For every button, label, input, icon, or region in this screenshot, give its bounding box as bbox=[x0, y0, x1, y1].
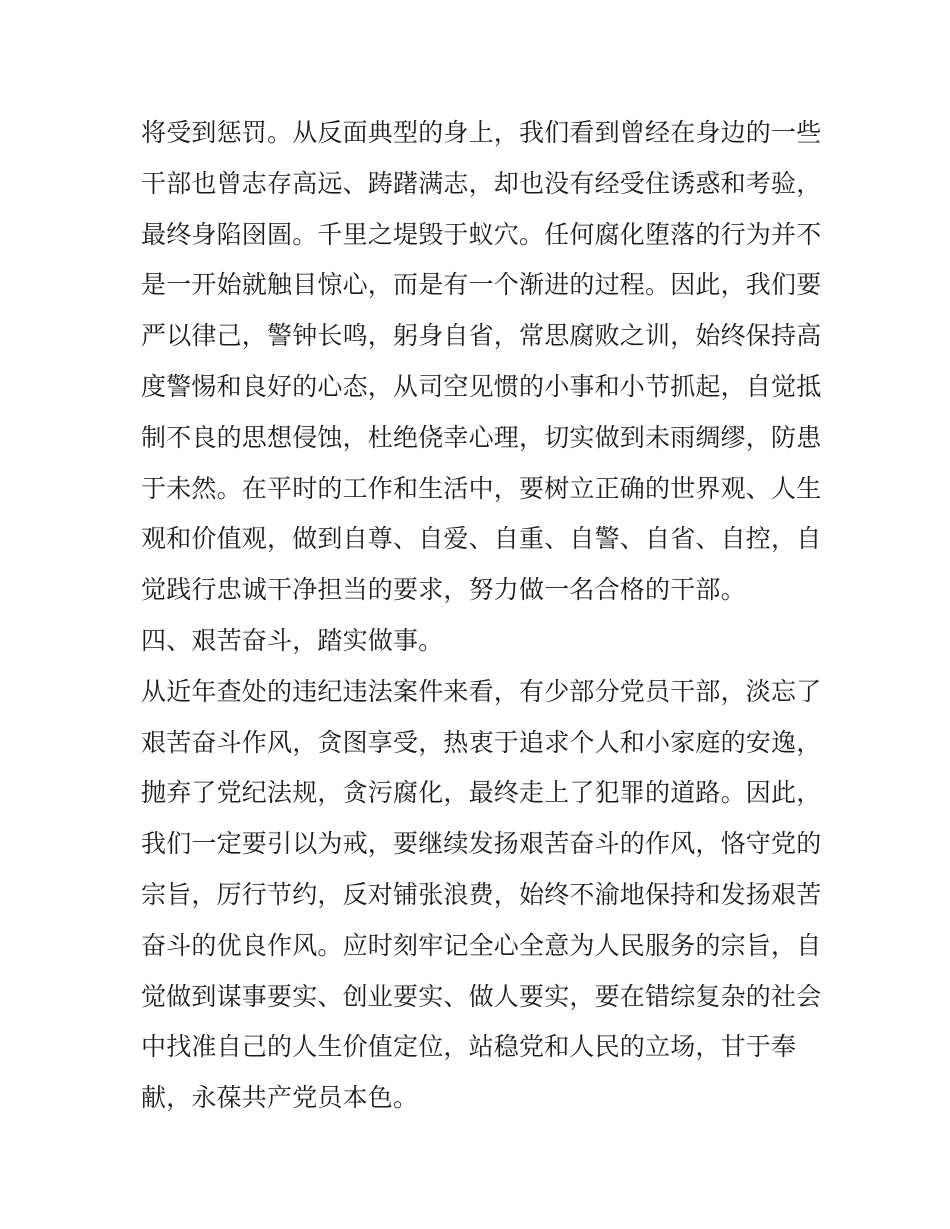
text-line-18: 觉做到谋事要实、创业要实、做人要实，要在错综复杂的社会 bbox=[141, 981, 822, 1011]
text-line-10: 觉践行忠诚干净担当的要求，努力做一名合格的干部。 bbox=[141, 575, 746, 605]
text-line-7: 制不良的思想侵蚀，杜绝侥幸心理，切实做到未雨绸缪，防患 bbox=[141, 422, 822, 452]
text-line-13: 艰苦奋斗作风，贪图享受，热衷于追求个人和小家庭的安逸， bbox=[141, 727, 822, 757]
text-line-3: 最终身陷囹圄。千里之堤毁于蚁穴。任何腐化堕落的行为并不 bbox=[141, 219, 822, 249]
text-line-20: 献，永葆共产党员本色。 bbox=[141, 1083, 419, 1113]
text-line-2: 干部也曾志存高远、踌躇满志，却也没有经受住诱惑和考验， bbox=[141, 168, 822, 198]
text-line-8: 于未然。在平时的工作和生活中，要树立正确的世界观、人生 bbox=[141, 473, 822, 503]
text-line-12: 从近年查处的违纪违法案件来看，有少部分党员干部，淡忘了 bbox=[141, 676, 822, 706]
text-line-16: 宗旨，厉行节约，反对铺张浪费，始终不渝地保持和发扬艰苦 bbox=[141, 879, 822, 909]
text-line-19: 中找准自己的人生价值定位，站稳党和人民的立场，甘于奉 bbox=[141, 1032, 797, 1062]
text-line-9: 观和价值观，做到自尊、自爱、自重、自警、自省、自控，自 bbox=[141, 524, 822, 554]
text-line-17: 奋斗的优良作风。应时刻牢记全心全意为人民服务的宗旨，自 bbox=[141, 930, 822, 960]
section-heading: 四、艰苦奋斗，踏实做事。 bbox=[141, 625, 444, 655]
text-line-4: 是一开始就触目惊心，而是有一个渐进的过程。因此，我们要 bbox=[141, 270, 822, 300]
text-line-5: 严以律己，警钟长鸣，躬身自省，常思腐败之训，始终保持高 bbox=[141, 321, 822, 351]
text-line-1: 将受到惩罚。从反面典型的身上，我们看到曾经在身边的一些 bbox=[141, 118, 822, 147]
text-line-14: 抛弃了党纪法规，贪污腐化，最终走上了犯罪的道路。因此， bbox=[141, 778, 822, 808]
text-line-6: 度警惕和良好的心态，从司空见惯的小事和小节抓起，自觉抵 bbox=[141, 371, 822, 401]
text-line-15: 我们一定要引以为戒，要继续发扬艰苦奋斗的作风，恪守党的 bbox=[141, 829, 822, 859]
document-body bbox=[141, 108, 822, 1124]
